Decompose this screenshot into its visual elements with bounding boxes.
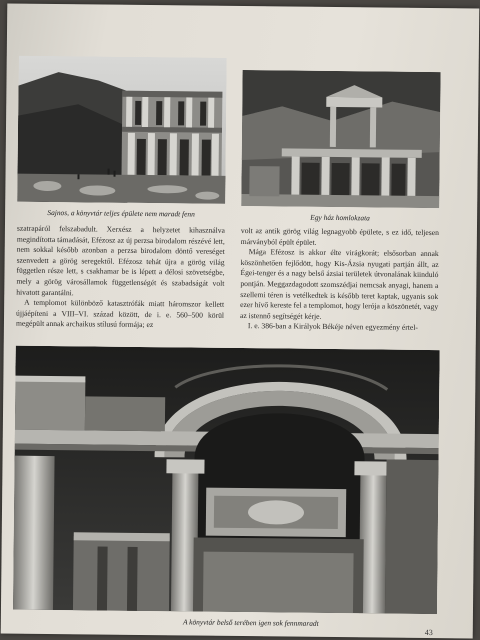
house-caption: Egy ház homlokzata — [310, 212, 370, 223]
library-caption: Sajnos, a könyvtár teljes épülete nem maradt fenn — [47, 207, 195, 219]
page-number: 43 — [424, 627, 433, 638]
book-page — [1, 4, 480, 639]
right-paragraph: I. e. 386-ban a Királyok Békéje néven egyezmény értel- — [247, 321, 418, 333]
left-paragraph: A templomot különböző katasztrófák miatt háromszor kellett újjáépíteni a VIII–VI. század között, de i. e. 560–500 körül megépült annak archaikus stílusú formája; ez — [15, 297, 225, 330]
arch-photo — [13, 346, 440, 614]
house-photo — [241, 70, 440, 208]
library-photo — [17, 56, 227, 204]
left-text-column — [16, 224, 225, 332]
right-text-column — [240, 226, 439, 334]
right-paragraph: volt az antik görög világ legnagyobb épülete, s ez idő, teljesen márványból épült épület. — [240, 226, 439, 247]
arch-caption: A könyvtár belső terében igen sok fennmaradt — [182, 617, 319, 628]
right-paragraph: Mága Efézosz is akkor élte virágkorát; elsősorban annak köszönhetően fejlődött, hogy Kis-Ázsia nyugati partján állt, az Égei-tenger és a nagy belső ázsiai területek útvonalának kiinduló pontján. Meggazdagodott szomszédjai nemcsak anyagi, hanem a szellemi téren is vetélkedtek is később teret kaptak, ugyanis sok ezer hívő kereste fel a templomot, hogy lerója a köszönetét, vagy az istennő segítségét kérje. — [240, 247, 439, 321]
left-paragraph: szatrapáról felszabadult. Xerxész a helyzetet kihasználva megindította támadását, Efézosz az új perzsa birodalom részévé lett, nem sokkal később azonban a perzsa birodalom döntő vereséget szenvedett a görög seregektől. Efézosz tehát újra a görög világ független része lett, s csakhamar be is lépett a délosi szövetségbe, mely a görög városállamok függetlenségét és szabadságát volt hivatott garantálni. — [16, 223, 225, 297]
